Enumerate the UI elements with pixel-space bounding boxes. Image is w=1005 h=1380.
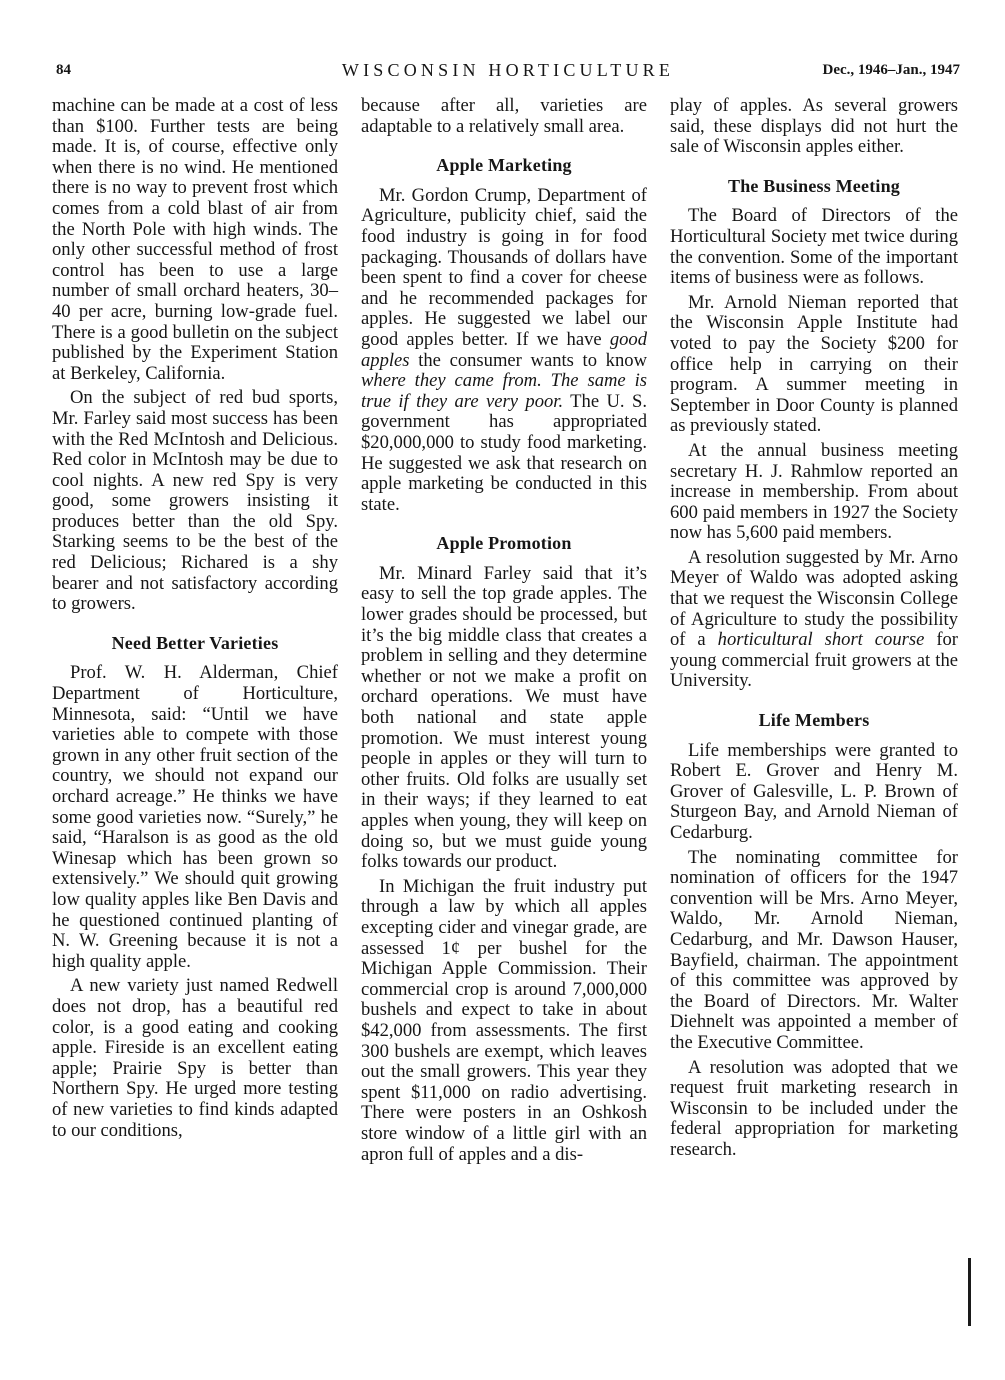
italic-text: good apples	[361, 328, 647, 371]
text-run: the consumer wants to know	[409, 349, 647, 371]
column-3	[670, 96, 958, 1165]
section-heading: Need Better Varieties	[111, 632, 279, 653]
paragraph: The nominating committee for nomination of officers for the 1947 convention will be Mrs. Arno Meyer, Waldo, Mr. Arnold Nieman, Cedarburg, and Mr. Dawson Hauser, Bayfield, chairman. The appointment of this committee was approved by the Board of Directors. Mr. Walter Diehnelt was appointed a member of the Executive Committee.	[670, 846, 958, 1053]
section-heading: Life Members	[758, 710, 870, 731]
text-run: A resolution suggested by Mr. Arno Meyer of Waldo was adopted asking that we request the Wisconsin College of Agriculture to study the possibility of a	[670, 546, 958, 651]
column-1	[52, 96, 338, 1145]
margin-rule	[968, 1258, 971, 1326]
paragraph: machine can be made at a cost of less than $100. Further tests are being made. It is, of course, effective only when there is no wind. He mentioned there is no way to prevent frost which comes from a cold blast of air from the North Pole with high winds. The only other successful method of frost control has been to use a large number of small orchard heaters, 30–40 per acre, burning low-grade fuel. There is a good bulletin on the subject published by the Experiment Station at Berkeley, California.	[52, 95, 338, 384]
paragraph: At the annual business meeting secretary H. J. Rahmlow reported an increase in membership. From about 600 paid members in 1927 the Society now has 5,600 paid members.	[670, 439, 958, 544]
text-run: for young commercial fruit growers at the University.	[670, 629, 958, 692]
paragraph: because after all, varieties are adaptable to a relatively small area.	[361, 95, 647, 137]
paragraph: In Michigan the fruit industry put through a law by which all apples excepting cider and vinegar grade, are assessed 1¢ per bushel for the Michigan Apple Commission. Their commercial crop is around 7,000,000 bushels and expect to take in about $42,000 from assessments. The first 300 bushels are exempt, which leaves out the small growers. This year they spent $11,000 on radio advertising. There were posters in an Oshkosh store window of a little girl with an apron full of apples and a dis-	[361, 875, 647, 1165]
paragraph: Prof. W. H. Alderman, Chief Department of Horticulture, Minnesota, said: “Until we have varieties able to compete with those grown in any other fruit section of the country, we should not expand our orchard acreage.” He thinks we have some good varieties now. “Surely,” he said, “Haralson is as good as the old Winesap which has been grown so extensively.” We should quit growing low quality apples like Ben Davis and he questioned continued planting of N. W. Greening because it is not a high quality apple.	[52, 662, 338, 972]
text-run: Mr. Gordon Crump, Department of Agriculture, publicity chief, said the food industry is going in for food packaging. Thousands of dollars have been spent to find a cover for cheese and he recommended packages for apples. He suggested we label our good apples better. If we have	[361, 184, 647, 350]
paragraph: Mr. Minard Farley said that it’s easy to sell the top grade apples. The lower grades should be processed, but it’s the big middle class that creates a problem in selling and they determine whether or not we make a profit on orchard operations. We must have both national and state apple promotion. We must interest young people in apples or they will turn to other fruits. Old folks are usually set in their ways; if they learned to eat apples when young, they will keep on doing so, but we must guide young folks towards our product.	[361, 562, 647, 873]
section-heading: Apple Promotion	[436, 533, 572, 554]
page-header	[56, 62, 960, 88]
journal-title: WISCONSIN HORTICULTURE	[341, 60, 675, 80]
paragraph: On the subject of red bud sports, Mr. Farley said most success has been with the Red McIntosh and Delicious. Red color in McIntosh may be due to cool nights. A new red Spy is very good, some growers insisting it produces better than the old Spy. Starking seems to be the best of the red Delicious; Richared is a shy bearer and not satisfactory according to growers.	[52, 387, 338, 615]
paragraph: A resolution was adopted that we request fruit marketing research in Wisconsin to be included under the federal appropriation for marketing research.	[670, 1056, 958, 1160]
column-2	[361, 96, 647, 1169]
paragraph: play of apples. As several growers said, these displays did not hurt the sale of Wisconsin apples either.	[670, 95, 958, 158]
section-heading: Apple Marketing	[436, 155, 572, 176]
paragraph	[670, 548, 958, 692]
text-run: The U. S. government has appropriated $20,000,000 to study food marketing. He suggested we ask that research on apple marketing be conducted in this state.	[361, 390, 647, 515]
page-number: 84	[56, 62, 71, 78]
paragraph: The Board of Directors of the Horticultural Society met twice during the convention. Some of the important items of business were as follows.	[670, 205, 958, 289]
paragraph: A new variety just named Redwell does not drop, has a beautiful red color, is a good eating and cooking apple. Fireside is an excellent eating apple; Prairie Spy is better than Northern Spy. He urged more testing of new varieties to find kinds adapted to our conditions,	[52, 975, 338, 1141]
paragraph	[361, 186, 647, 516]
italic-text: where they came from. The same is true if they are very poor.	[361, 370, 647, 412]
paragraph: Mr. Arnold Nieman reported that the Wisconsin Apple Institute had voted to pay the Society $200 for office help in carrying on their program. A summer meeting in September in Door County is planned as previously stated.	[670, 291, 958, 437]
italic-text: horticultural short course	[717, 629, 925, 651]
paragraph: Life memberships were granted to Robert E. Grover and Henry M. Grover of Galesville, L. P. Brown of Sturgeon Bay, and Arnold Nieman of Cedarburg.	[670, 739, 958, 843]
issue-date: Dec., 1946–Jan., 1947	[822, 62, 960, 78]
section-heading: The Business Meeting	[727, 175, 900, 196]
